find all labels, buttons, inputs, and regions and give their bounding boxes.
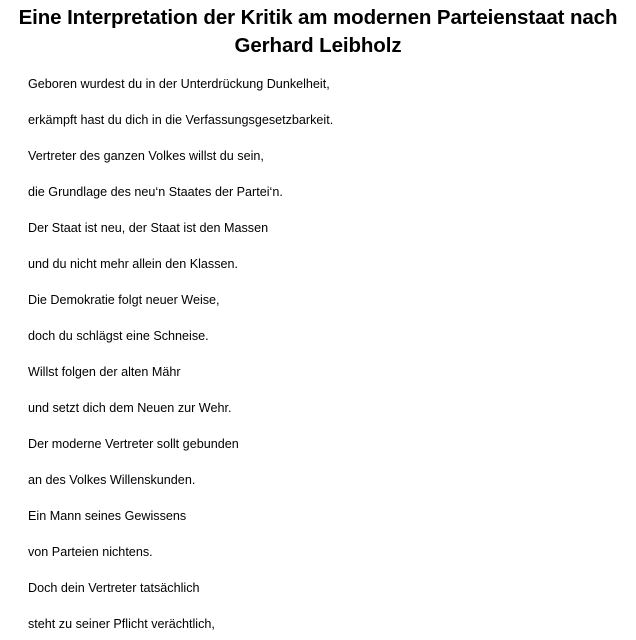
verse-line: doch du schlägst eine Schneise.	[28, 329, 209, 343]
verse-line: an des Volkes Willenskunden.	[28, 473, 196, 487]
verse-line: Der Staat ist neu, der Staat ist den Massen	[28, 221, 269, 235]
verse-line: Doch dein Vertreter tatsächlich	[28, 581, 200, 595]
verse-line: und du nicht mehr allein den Klassen.	[28, 257, 239, 271]
verse-line: Die Demokratie folgt neuer Weise,	[28, 293, 220, 307]
document-title	[0, 4, 636, 60]
verse-line: Willst folgen der alten Mähr	[28, 365, 181, 379]
verse-line: Der moderne Vertreter sollt gebunden	[28, 437, 239, 451]
verse-line: Geboren wurdest du in der Unterdrückung Dunkelheit,	[28, 77, 330, 91]
title-line-1: Eine Interpretation der Kritik am modernen Parteienstaat nach	[18, 6, 618, 29]
verse-line: von Parteien nichtens.	[28, 545, 153, 559]
title-line-2: Gerhard Leibholz	[234, 34, 402, 57]
verse-line: erkämpft hast du dich in die Verfassungsgesetzbarkeit.	[28, 113, 334, 127]
verse-line: steht zu seiner Pflicht verächtlich,	[28, 617, 215, 631]
verse-line: die Grundlage des neu‘n Staates der Partei‘n.	[28, 185, 283, 199]
verse-line: Ein Mann seines Gewissens	[28, 509, 187, 523]
poem-body	[28, 72, 618, 640]
verse-line: Vertreter des ganzen Volkes willst du sein,	[28, 149, 264, 163]
verse-line: und setzt dich dem Neuen zur Wehr.	[28, 401, 232, 415]
